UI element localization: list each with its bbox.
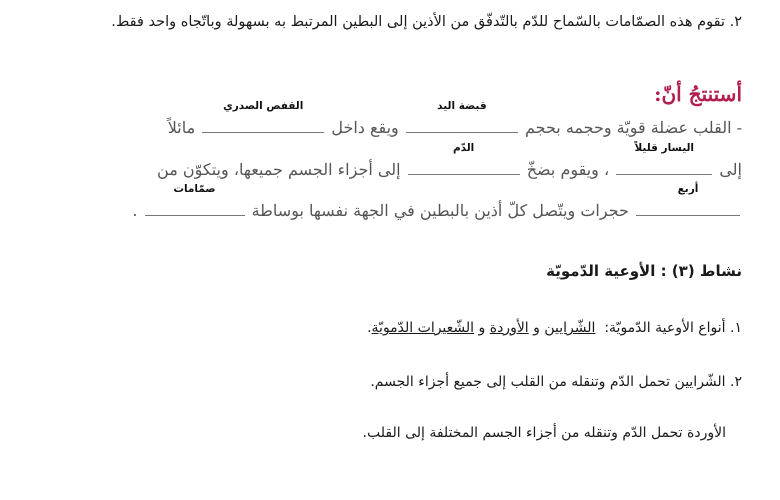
valves-statement: ٢. تقوم هذه الصمّامات بالسّماح للدّم بالتّدفّق من الأذين إلى البطين المرتبط به بسهولة وباتّجاه واحد فقط. xyxy=(111,14,742,30)
list-item-3: الأوردة تحمل الدّم وتنقله من أجزاء الجسم المختلفة إلى القلب. xyxy=(362,425,726,441)
blank-location xyxy=(202,100,324,133)
answer-valves: صمّامات xyxy=(173,183,216,195)
activity-heading: نشاط (٣) : الأوعية الدّمويّة xyxy=(546,262,742,280)
arteries-term: الشّرايين xyxy=(544,320,596,336)
and-word: و xyxy=(533,320,540,336)
paragraph-line-2 xyxy=(157,142,742,179)
answer-fist: قبضة اليد xyxy=(437,100,487,112)
text-segment: . xyxy=(132,201,138,220)
list-item-1 xyxy=(367,320,742,336)
answer-blood: الدّم xyxy=(452,142,475,154)
blank-pumps xyxy=(408,142,520,175)
text-segment: إلى xyxy=(719,160,742,179)
blank-chambers xyxy=(636,183,740,216)
conclusion-title: أستنتجُ أنّ: xyxy=(654,82,742,106)
text-segment: ويقع داخل xyxy=(331,118,399,137)
answer-four: أربع xyxy=(677,183,699,195)
answer-left: اليسار قليلاً xyxy=(634,142,695,154)
text-segment: إلى أجزاء الجسم جميعها، ويتكوّن من xyxy=(157,160,401,179)
text-segment: - القلب عضلة قويّة وحجمه بحجم xyxy=(524,118,742,137)
answer-chest: القفص الصدري xyxy=(223,100,304,112)
blank-heart-size xyxy=(406,100,518,133)
item1-prefix: ١. أنواع الأوعية الدّمويّة: xyxy=(604,320,742,336)
blank-direction xyxy=(616,142,712,175)
text-segment: حجرات ويتّصل كلّ أذين بالبطين في الجهة نفسها بوساطة xyxy=(251,201,629,220)
list-item-2: ٢. الشّرايين تحمل الدّم وتنقله من القلب إلى جميع أجزاء الجسم. xyxy=(370,374,742,390)
paragraph-line-3 xyxy=(132,183,742,220)
text-segment: مائلاً xyxy=(167,118,196,137)
veins-term: الأوردة xyxy=(489,320,529,336)
period: . xyxy=(367,320,372,336)
capillaries-term: الشّعيرات الدّمويّة xyxy=(371,320,475,336)
text-segment: ، ويقوم بضخّ xyxy=(526,160,610,179)
and-word: و xyxy=(478,320,486,336)
blank-connector xyxy=(145,183,245,216)
paragraph-line-1 xyxy=(167,100,742,137)
